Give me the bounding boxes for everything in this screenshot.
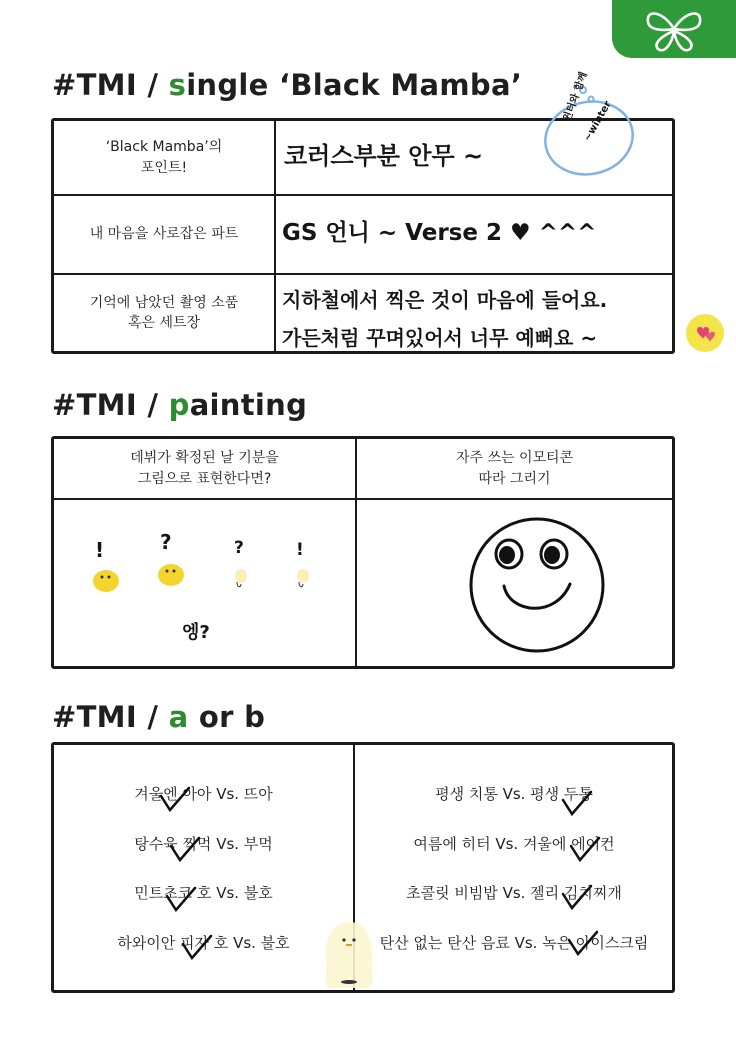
section-title-aorb bbox=[52, 700, 265, 734]
section-prefix: #TMI / bbox=[52, 700, 169, 734]
checkmark-icon bbox=[168, 836, 202, 864]
aorb-item: 탄산 없는 탄산 음료 Vs. 녹은 아이스크림 bbox=[379, 934, 649, 952]
checkmark-icon bbox=[560, 884, 594, 912]
label-line: 데뷔가 확정된 날 기분을 bbox=[130, 450, 279, 467]
answer-part: GS 언니 ~ Verse 2 ♥ ^^^ bbox=[282, 220, 597, 246]
answer-set-line1: 지하철에서 찍은 것이 마음에 들어요. bbox=[282, 288, 608, 312]
aorb-item: 초콜릿 비빔밥 Vs. 젤리 김치찌개 bbox=[406, 884, 622, 902]
label-line: 그림으로 표현한다면? bbox=[137, 470, 272, 487]
answer-set-line2: 가든처럼 꾸며있어서 너무 예뻐요 ~ bbox=[282, 326, 598, 350]
painting-header-right bbox=[357, 439, 672, 498]
brand-logo bbox=[612, 0, 736, 58]
section-rest: ingle ‘Black Mamba’ bbox=[186, 68, 523, 102]
section-accent: p bbox=[168, 388, 190, 422]
label-line: 따라 그리기 bbox=[478, 470, 551, 487]
section-prefix: #TMI / bbox=[52, 388, 169, 422]
butterfly-icon bbox=[634, 4, 714, 54]
table-divider bbox=[51, 498, 675, 500]
drawing-mark: ? bbox=[234, 538, 244, 558]
answer-point: 코러스부분 안무 ~ bbox=[284, 142, 484, 170]
aorb-item: 하와이안 피자 호 Vs. 불호 bbox=[117, 934, 290, 952]
heart-sticker-icon bbox=[684, 312, 726, 354]
drawing-mark: ! bbox=[296, 540, 304, 560]
aorb-item: 탕수육 찍먹 Vs. 부먹 bbox=[134, 835, 273, 853]
row-label-part bbox=[54, 196, 274, 273]
drawing-mark: ? bbox=[160, 530, 172, 554]
side-note: ~winter bbox=[582, 99, 614, 144]
section-title-painting bbox=[52, 388, 307, 422]
checkmark-icon bbox=[568, 836, 602, 864]
chick-doodle-icon bbox=[90, 562, 124, 594]
chick-sticker-icon bbox=[316, 918, 382, 992]
row-label-set bbox=[54, 275, 274, 351]
section-title-single bbox=[52, 68, 522, 102]
label-line: 기억에 남았던 촬영 소품 bbox=[89, 294, 239, 311]
side-note: 윈터와 함께 bbox=[561, 70, 590, 124]
section-prefix: #TMI / bbox=[52, 68, 169, 102]
checkmark-icon bbox=[180, 934, 214, 962]
label-line: 내 마음을 사로잡은 파트 bbox=[89, 226, 239, 243]
drawing-mark: ! bbox=[95, 538, 105, 562]
label-line: 혹은 세트장 bbox=[127, 315, 201, 331]
label-line: 자주 쓰는 이모티콘 bbox=[455, 450, 574, 467]
label-line: ‘Black Mamba’의 bbox=[105, 139, 223, 156]
section-rest: ainting bbox=[189, 388, 308, 422]
chick-doodle-icon bbox=[154, 556, 188, 588]
aorb-item: 평생 치통 Vs. 평생 두통 bbox=[435, 785, 593, 803]
aorb-item: 여름에 히터 Vs. 겨울에 에어컨 bbox=[413, 835, 615, 853]
checkmark-icon bbox=[560, 790, 594, 818]
section-rest: or b bbox=[188, 700, 266, 734]
section-accent: s bbox=[168, 68, 187, 102]
drawing-caption: 엥? bbox=[182, 622, 210, 643]
chick-doodle-icon bbox=[228, 562, 256, 592]
checkmark-icon bbox=[566, 930, 600, 958]
checkmark-icon bbox=[164, 886, 198, 914]
section-accent: a bbox=[168, 700, 189, 734]
label-line: 포인트! bbox=[140, 159, 188, 176]
painting-header-left bbox=[54, 439, 355, 498]
aorb-item: 겨울엔 아아 Vs. 뜨아 bbox=[134, 785, 273, 803]
table-divider bbox=[274, 118, 276, 354]
chick-doodle-icon bbox=[290, 562, 318, 592]
row-label-point bbox=[54, 121, 274, 194]
smiley-drawing-icon bbox=[466, 514, 608, 656]
checkmark-icon bbox=[158, 786, 192, 814]
aorb-item: 민트초코 호 Vs. 불호 bbox=[134, 884, 273, 902]
